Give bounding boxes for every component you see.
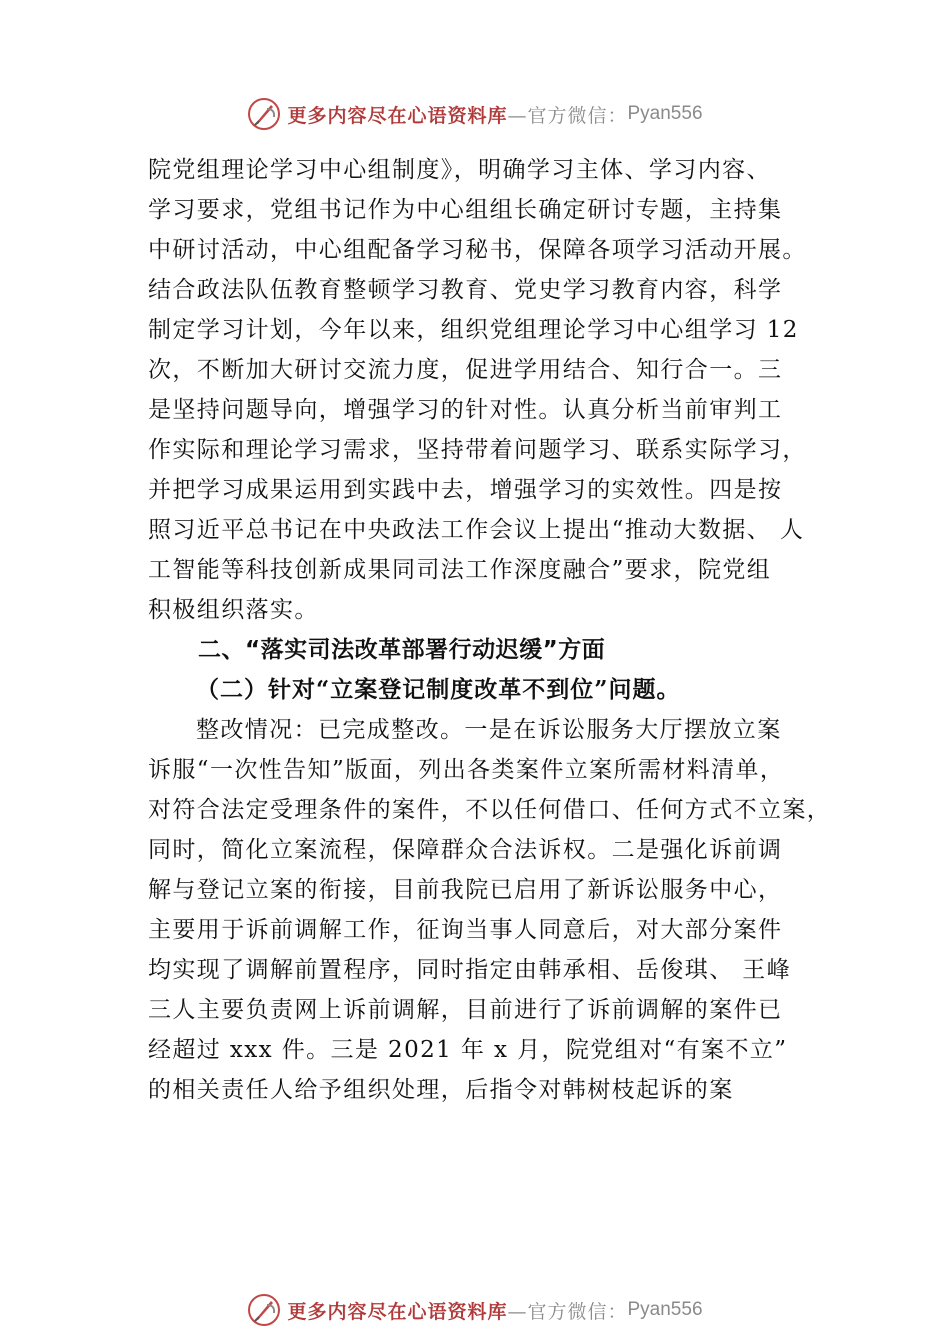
banner-account: Pyan556 [627,1299,703,1320]
body-line: 解与登记立案的衔接，目前我院已启用了新诉讼服务中心， [148,877,783,903]
body-line: 制定学习计划，今年以来，组织党组理论学习中心组学习 12 [148,317,799,343]
body-line: 积极组织落实。 [148,597,319,623]
banner-red-text: 更多内容尽在心语资料库 [287,104,508,127]
footer-banner [0,1290,950,1330]
body-line: 的相关责任人给予组织处理，后指令对韩树枝起诉的案 [148,1077,734,1103]
body-line: 同时，简化立案流程，保障群众合法诉权。二是强化诉前调 [148,837,783,863]
body-line: 是坚持问题导向，增强学习的针对性。认真分析当前审判工 [148,397,783,423]
body-line: 结合政法队伍教育整顿学习教育、党史学习教育内容，科学 [148,277,783,303]
quill-pen-logo-icon [247,1293,281,1327]
body-line: 中研讨活动，中心组配备学习秘书，保障各项学习活动开展。 [148,237,807,263]
body-line: 三人主要负责网上诉前调解，目前进行了诉前调解的案件已 [148,997,783,1023]
banner-account: Pyan556 [627,103,703,124]
body-line: 工智能等科技创新成果同司法工作深度融合”要求，院党组 [148,557,772,583]
section-heading: 二、“落实司法改革部署行动迟缓”方面 [198,637,606,663]
body-line: 对符合法定受理条件的案件，不以任何借口、任何方式不立案， [148,797,832,823]
quill-pen-logo-icon [247,97,281,131]
body-line: 照习近平总书记在中央政法工作会议上提出“推动大数据、 人 [148,517,805,543]
body-line: 整改情况：已完成整改。一是在诉讼服务大厅摆放立案 [196,717,782,743]
body-line: 主要用于诉前调解工作，征询当事人同意后，对大部分案件 [148,917,783,943]
document-body [148,150,832,1110]
body-line: 诉服“一次性告知”版面，列出各类案件立案所需材料清单， [148,757,785,783]
banner-red-text: 更多内容尽在心语资料库 [287,1300,508,1323]
body-line: 均实现了调解前置程序，同时指定由韩承相、岳俊琪、 王峰 [148,957,792,983]
body-line: 经超过 xxx 件。三是 2021 年 x 月，院党组对“有案不立” [148,1037,788,1063]
body-line: 院党组理论学习中心组制度》，明确学习主体、学习内容、 [148,157,771,183]
body-line: 学习要求，党组书记作为中心组组长确定研讨专题，主持集 [148,197,783,223]
header-banner [0,94,950,134]
banner-gray-text: —官方微信： [507,104,628,127]
banner-gray-text: —官方微信： [507,1300,628,1323]
body-line: 次，不断加大研讨交流力度，促进学用结合、知行合一。三 [148,357,783,383]
body-line: 作实际和理论学习需求，坚持带着问题学习、联系实际学习， [148,437,807,463]
body-line: 并把学习成果运用到实践中去，增强学习的实效性。四是按 [148,477,783,503]
sub-heading: （二）针对“立案登记制度改革不到位”问题。 [196,676,681,703]
